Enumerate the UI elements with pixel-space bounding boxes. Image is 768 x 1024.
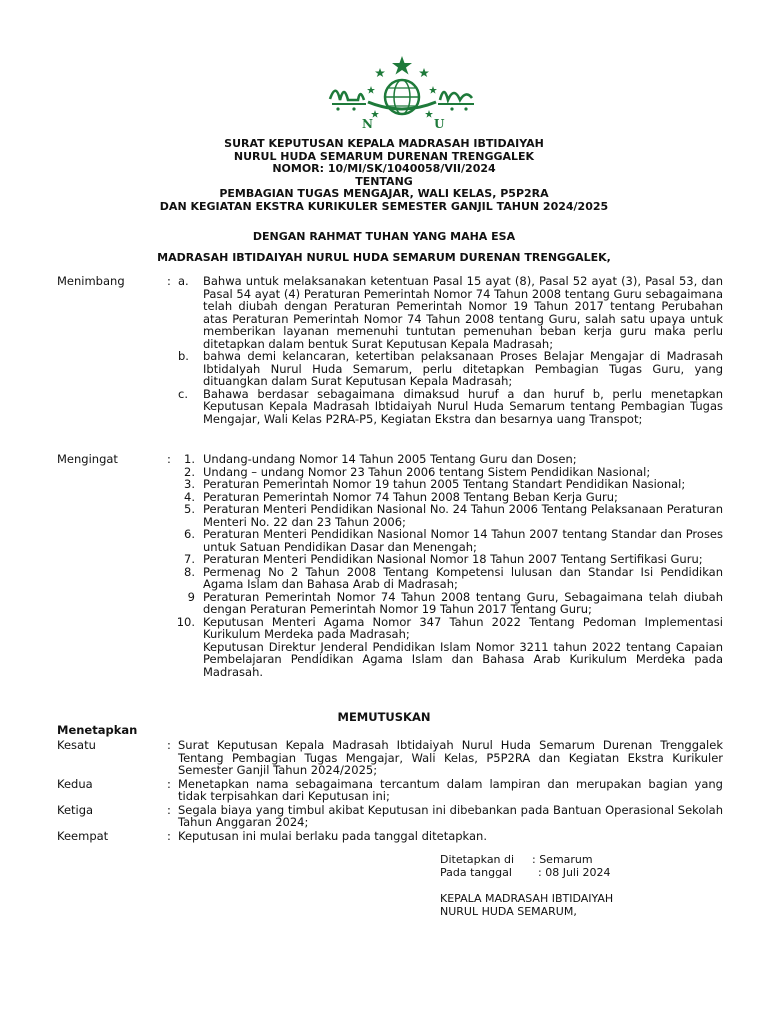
item-marker: 6. [184, 527, 195, 541]
decision-label: Ketiga [57, 802, 94, 817]
document-heading [0, 138, 768, 213]
menimbang-label: Menimbang [57, 274, 125, 288]
decision-colon: : [167, 776, 171, 791]
menimbang-item [178, 386, 723, 426]
decision-label: Kesatu [57, 738, 96, 752]
nu-logo [328, 54, 476, 134]
mengingat-item [184, 477, 723, 491]
item-marker: c. [178, 386, 188, 401]
signature-place-row [440, 853, 593, 866]
menimbang-item [178, 349, 723, 388]
item-text: Peraturan Pemerintah Nomor 74 Tahun 2008 tentang Guru, Sebagaimana telah diubah dengan Peraturan Pemerintah Nomor 19 Tahun 2017 Tentang Guru; [203, 589, 723, 616]
heading-line: NURUL HUDA SEMARUM DURENAN TRENGGALEK [233, 149, 535, 163]
decision-colon: : [167, 738, 171, 752]
heading-line: SURAT KEPUTUSAN KEPALA MADRASAH IBTIDAIYAH [224, 137, 544, 150]
date-value: : 08 Juli 2024 [538, 866, 611, 879]
mengingat-item [184, 502, 723, 529]
mengingat-colon: : [167, 452, 171, 466]
menimbang-colon: : [167, 274, 171, 288]
item-text: Permenag No 2 Tahun 2008 Tentang Kompetensi lulusan dan Standar Isi Pendidikan Agama Islam dan Bahasa Arab di Madrasah; [203, 564, 723, 591]
decision-row [57, 739, 723, 777]
heading-line: TENTANG [355, 174, 413, 188]
place-label: Ditetapkan di [440, 853, 515, 866]
heading-line: PEMBAGIAN TUGAS MENGAJAR, WALI KELAS, P5P2RA [219, 187, 549, 200]
nu-emblem-icon [328, 54, 476, 134]
item-marker: 10. [176, 614, 195, 629]
item-text: Peraturan Menteri Pendidikan Nasional No. 24 Tahun 2006 Tentang Pelaksanaan Peraturan Menteri No. 22 dan 23 Tahun 2006; [203, 502, 723, 529]
item-marker: 5. [184, 502, 195, 516]
item-text: bahwa demi kelancaran, ketertiban pelaksanaan Proses Belajar Mengajar di Madrasah IbtidaIyah Nurul Huda Semarum, perlu ditetapkan Pembagian Tugas Guru, yang dituangkan dalam Surat Keputusan Kepala Madrasah; [203, 349, 723, 388]
heading-line: NOMOR: 10/MI/SK/1040058/VII/2024 [272, 162, 496, 175]
item-marker: a. [178, 274, 189, 288]
item-text: Bahawa berdasar sebagaimana dimaksud huruf a dan huruf b, perlu menetapkan Keputusan Kepala Madrasah Ibtidaiyah Nurul Huda Semarum tentang Pembagian Tugas Mengajar, Wali Kelas P2RA-P5, Kegiatan Ekstra dan besarnya uang Transpot; [203, 386, 723, 426]
decisions-section [57, 739, 723, 843]
decision-text: Segala biaya yang timbul akibat Keputusan ini dibebankan pada Bantuan Operasional Sekolah Tahun Anggaran 2024; [178, 802, 723, 829]
item-text: Undang-undang Nomor 14 Tahun 2005 Tentang Guru dan Dosen; [203, 452, 577, 466]
item-text: Peraturan Menteri Pendidikan Nasional Nomor 14 Tahun 2007 tentang Standar dan Proses untuk Satuan Pendidikan Dasar dan Menengah; [203, 527, 723, 554]
item-marker: 8. [184, 564, 195, 579]
menetapkan-label: Menetapkan [57, 723, 138, 737]
item-text: Keputusan Menteri Agama Nomor 347 Tahun 2022 Tentang Pedoman Implementasi Kurikulum Merdeka pada Madrasah; [203, 614, 723, 641]
item-text: Peraturan Pemerintah Nomor 74 Tahun 2008 Tentang Beban Kerja Guru; [203, 489, 618, 504]
mengingat-item [187, 589, 723, 616]
mengingat-item [184, 564, 723, 591]
place-value: : Semarum [532, 853, 593, 866]
basmalah-line: DENGAN RAHMAT TUHAN YANG MAHA ESA [252, 230, 516, 243]
issuer-line: MADRASAH IBTIDAIYAH NURUL HUDA SEMARUM DURENAN TRENGGALEK, [157, 251, 611, 264]
item-marker: 1. [184, 452, 195, 466]
mengingat-label: Mengingat [57, 452, 118, 466]
item-text: Peraturan Pemerintah Nomor 19 tahun 2005 Tentang Standart Pendidikan Nasional; [203, 477, 686, 491]
mengingat-section [57, 453, 723, 678]
logo-letter-right: U [434, 117, 445, 131]
item-text: Keputusan Direktur Jenderal Pendidikan Islam Nomor 3211 tahun 2022 tentang Capaian Pembelajaran Pendidikan Agama Islam dan Bahasa Arab Kurikulum Merdeka pada Madrasah. [203, 639, 723, 679]
item-marker: 4. [184, 489, 195, 504]
item-text: Bahwa untuk melaksanakan ketentuan Pasal 15 ayat (8), Pasal 52 ayat (3), Pasal 53, dan Pasal 54 ayat (4) Peraturan Pemerintah Nomor 74 Tahun 2008 tentang Guru sebagaimana telah diubah dengan Peraturan Pemerintah Nomor 19 Tahun 2017 tentang Perubahan atas Peraturan Pemerintah Nomor 74 Tahun 2008 tentang Guru, salah satu upaya untuk memberikan layanan memenuhi tuntutan pemenuhan beban kerja guru maka perlu ditetapkan dalam bentuk Surat Keputusan Kepala Madrasah; [203, 274, 723, 351]
item-marker: 7. [184, 552, 195, 566]
signatory-institution: NURUL HUDA SEMARUM, [440, 905, 577, 918]
mengingat-item [184, 452, 723, 466]
decision-text: Surat Keputusan Kepala Madrasah Ibtidaiyah Nurul Huda Semarum Durenan Trenggalek Tentang Pembagian Tugas Mengajar, Wali Kelas, P5P2RA dan Kegiatan Ekstra Kurikuler Semester Ganjil Tahun 2024/2025; [178, 738, 723, 777]
mengingat-item [184, 527, 723, 554]
item-text: Peraturan Menteri Pendidikan Nasional Nomor 18 Tahun 2007 Tentang Sertifikasi Guru; [203, 552, 703, 566]
signatory-title: KEPALA MADRASAH IBTIDAIYAH [440, 892, 614, 905]
item-marker: 9 [187, 589, 195, 604]
menimbang-section [57, 275, 723, 425]
menimbang-item [178, 274, 723, 351]
decision-text: Menetapkan nama sebagaimana tercantum dalam lampiran dan merupakan bagian yang tidak terpisahkan dari Keputusan ini; [178, 776, 723, 803]
mengingat-item [176, 614, 723, 641]
decision-colon: : [167, 828, 171, 843]
decision-text: Keputusan ini mulai berlaku pada tanggal ditetapkan. [178, 828, 488, 843]
decision-row [57, 804, 723, 829]
item-marker: b. [178, 349, 189, 363]
item-marker: 2. [184, 464, 195, 479]
date-label: Pada tanggal [440, 866, 512, 879]
item-marker: 3. [184, 477, 195, 491]
decision-label: Keempat [57, 828, 109, 843]
item-text: Undang – undang Nomor 23 Tahun 2006 tentang Sistem Pendidikan Nasional; [203, 464, 651, 479]
logo-letter-left: N [362, 117, 373, 131]
decision-label: Kedua [57, 776, 93, 791]
signature-date-row [440, 866, 611, 879]
decision-colon: : [167, 802, 171, 817]
decision-row [57, 778, 723, 803]
heading-line: DAN KEGIATAN EKSTRA KURIKULER SEMESTER GANJIL TAHUN 2024/2025 [159, 199, 609, 213]
mengingat-item [184, 552, 723, 566]
decision-row [57, 830, 723, 843]
memutuskan-heading: MEMUTUSKAN [337, 710, 431, 724]
mengingat-item [203, 641, 723, 679]
